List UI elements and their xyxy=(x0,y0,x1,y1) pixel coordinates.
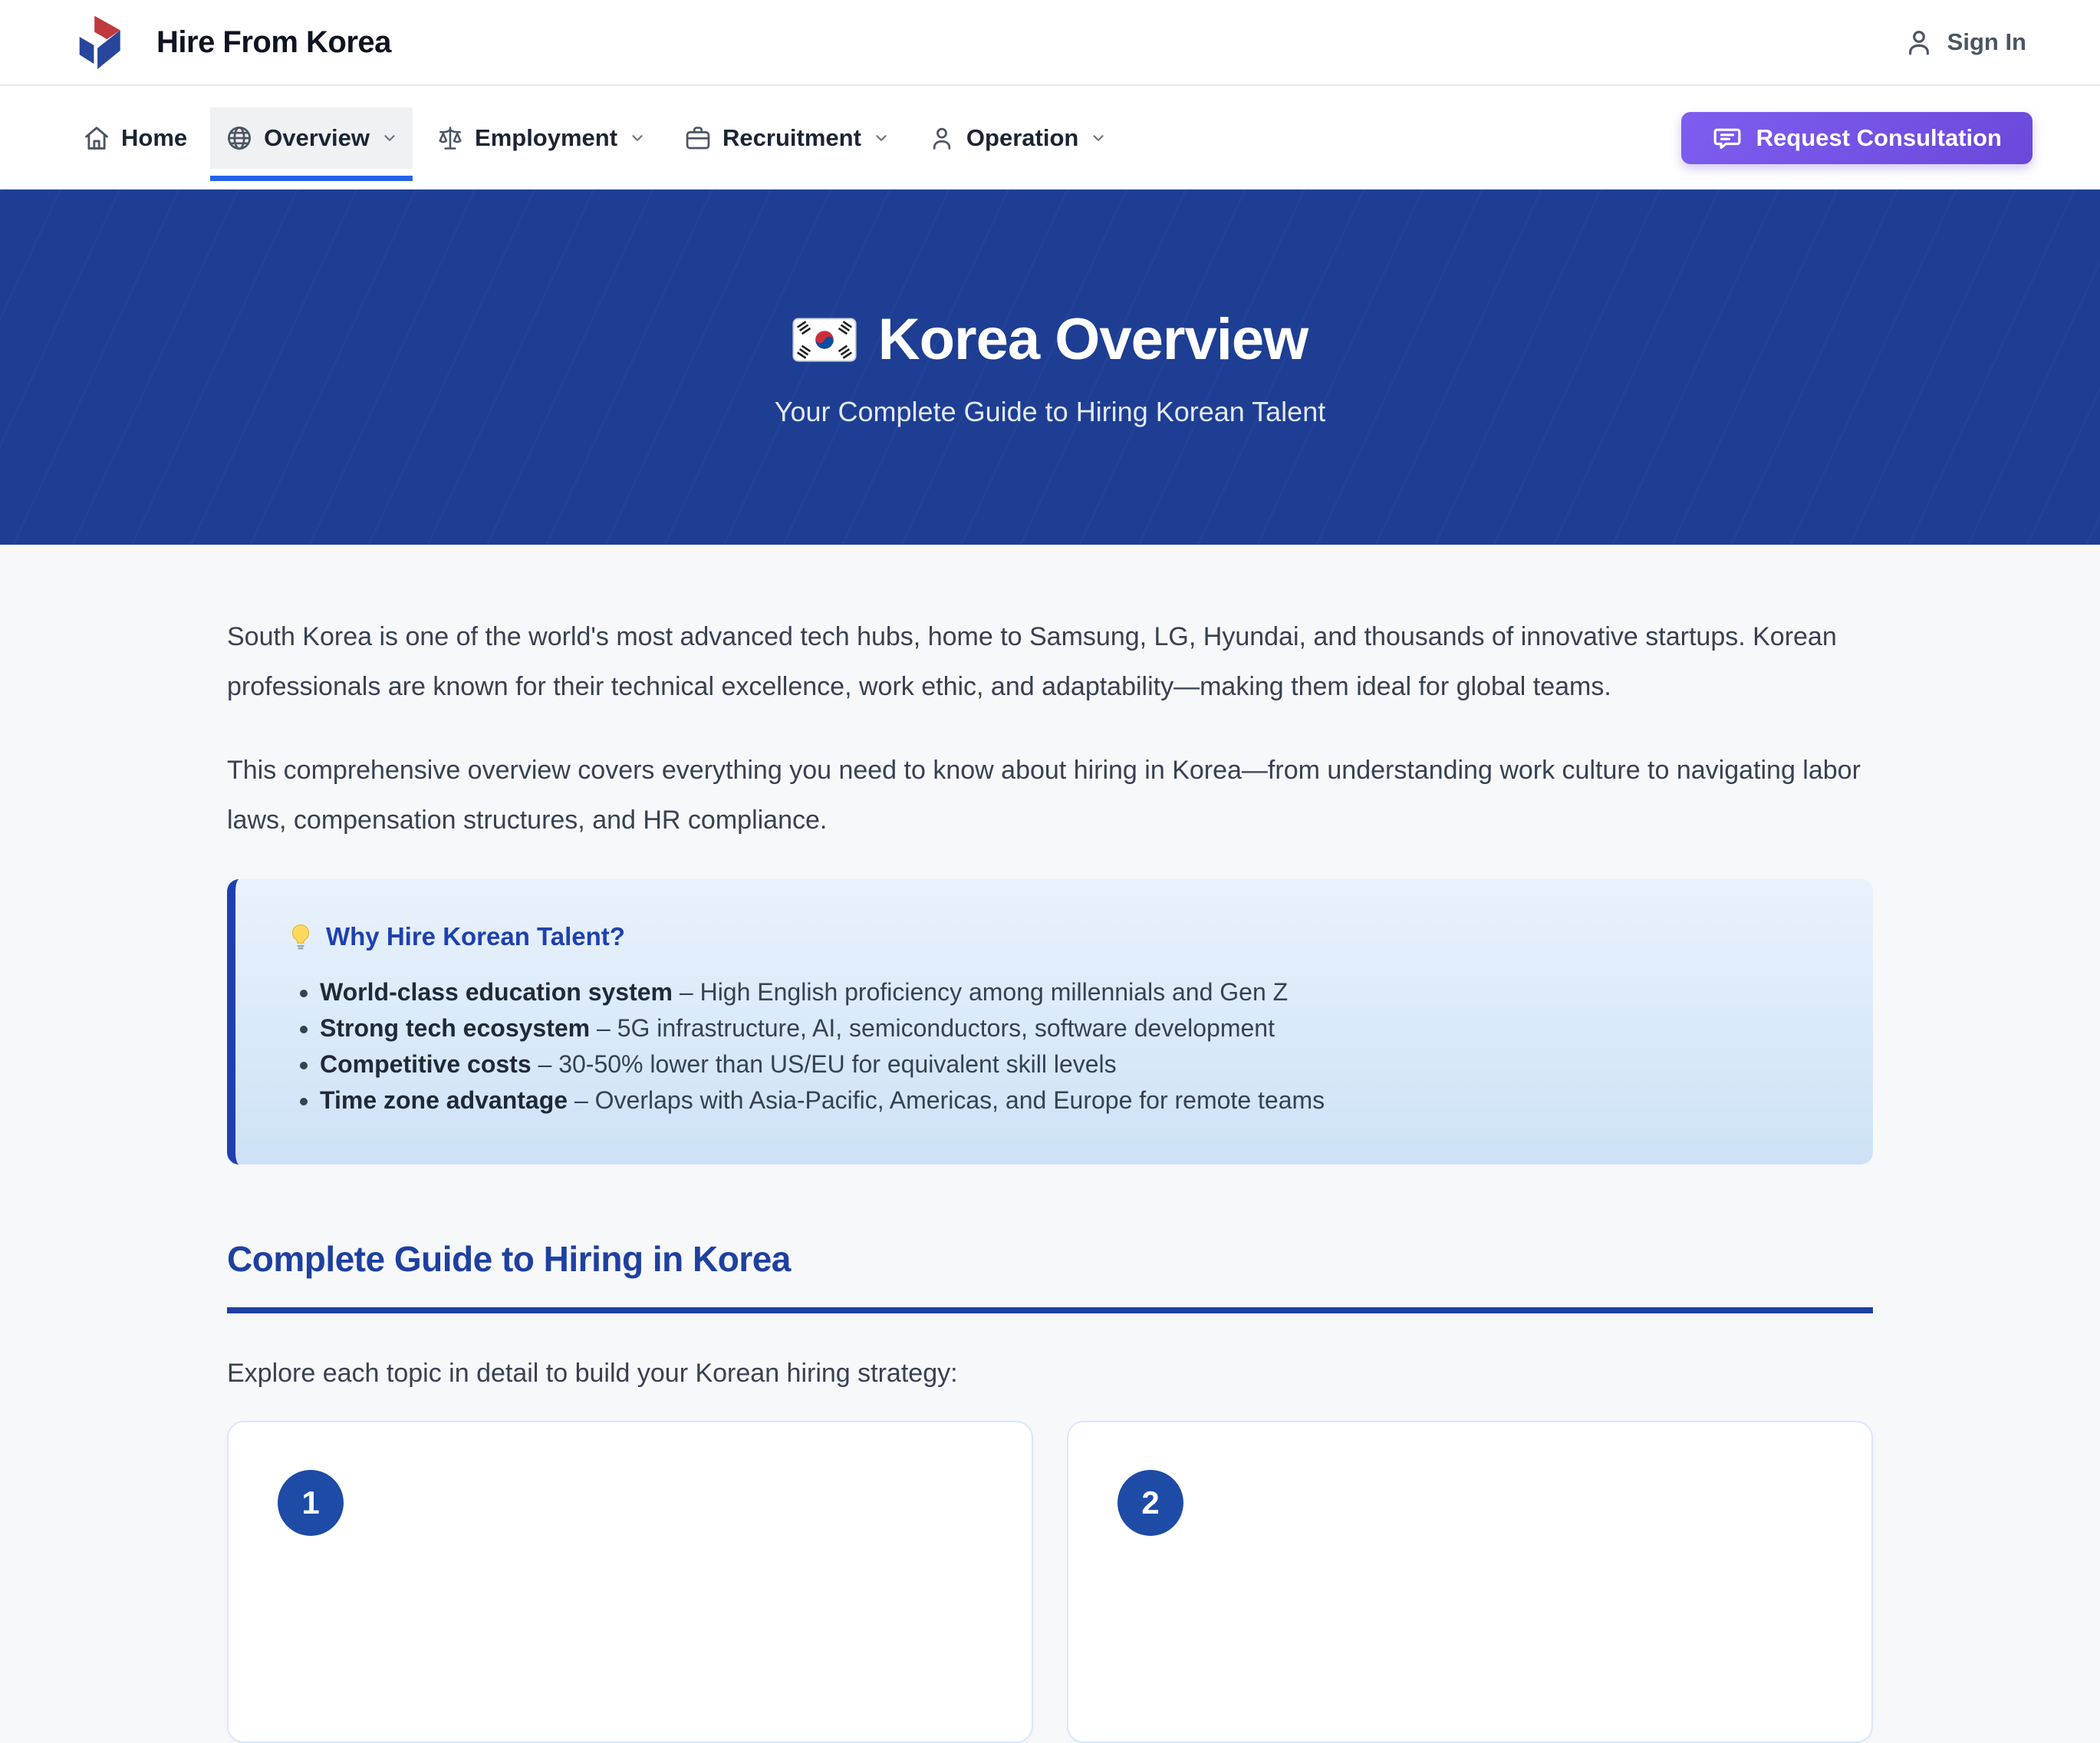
request-consultation-button[interactable] xyxy=(1681,112,2033,164)
callout-list xyxy=(286,976,1819,1116)
chevron-down-icon xyxy=(629,130,646,147)
guide-lead: Explore each topic in detail to build your Korean hiring strategy: xyxy=(227,1359,958,1388)
main-content xyxy=(227,545,1873,1743)
guide-section xyxy=(227,1238,1873,1743)
intro-paragraph-1: South Korea is one of the world's most advanced tech hubs, home to Samsung, LG, Hyundai, and thousands of innovative startups. Korean professionals are known for their technical excellence, work ethic, and adaptability—making them ideal for global teams. xyxy=(227,622,1837,701)
sign-in-button[interactable] xyxy=(1903,26,2026,58)
chevron-down-icon xyxy=(1090,130,1107,147)
person-icon xyxy=(927,124,956,153)
intro-paragraph-2: This comprehensive overview covers everything you need to know about hiring in Korea—from understanding work culture to navigating labor laws, compensation structures, and HR compliance. xyxy=(227,756,1861,835)
card-number-badge: 1 xyxy=(278,1470,344,1536)
callout-title: Why Hire Korean Talent? xyxy=(326,922,625,951)
nav-label: Overview xyxy=(264,124,370,151)
nav-item-employment[interactable] xyxy=(421,107,660,169)
briefcase-icon xyxy=(683,124,713,153)
chat-bubble-icon xyxy=(1712,123,1743,153)
main-nav xyxy=(0,86,2100,189)
request-consultation-label: Request Consultation xyxy=(1756,124,2002,151)
callout-item: • Time zone advantage – Overlaps with Asia-Pacific, Americas, and Europe for remote teams xyxy=(320,1084,1819,1116)
why-hire-callout xyxy=(227,879,1873,1165)
globe-icon xyxy=(225,124,254,153)
nav-item-home[interactable] xyxy=(67,107,202,169)
callout-item: • World-class education system – High English proficiency among millennials and Gen Z xyxy=(320,976,1819,1008)
home-icon xyxy=(82,124,111,153)
guide-card-1[interactable] xyxy=(227,1421,1033,1743)
brand-name: Hire From Korea xyxy=(156,25,391,59)
nav-item-overview[interactable] xyxy=(210,107,413,169)
guide-cards xyxy=(227,1421,1873,1743)
guide-heading: Complete Guide to Hiring in Korea xyxy=(227,1238,1873,1313)
korea-flag-icon xyxy=(792,317,857,363)
page-title: Korea Overview xyxy=(877,307,1308,372)
brand-logo[interactable] xyxy=(74,12,391,72)
callout-item: • Strong tech ecosystem – 5G infrastructure, AI, semiconductors, software development xyxy=(320,1012,1819,1044)
hero-banner xyxy=(0,189,2100,545)
intro-section xyxy=(227,612,1873,845)
guide-card-2[interactable] xyxy=(1067,1421,1873,1743)
nav-label: Employment xyxy=(475,124,618,151)
card-number-badge: 2 xyxy=(1117,1470,1183,1536)
top-bar xyxy=(0,0,2100,86)
scales-icon xyxy=(436,124,465,153)
callout-title-row xyxy=(286,922,1819,951)
brand-logo-icon xyxy=(74,12,138,72)
callout-item: • Competitive costs – 30-50% lower than US/EU for equivalent skill levels xyxy=(320,1048,1819,1080)
nav-item-recruitment[interactable] xyxy=(669,107,904,169)
page-subtitle: Your Complete Guide to Hiring Korean Talent xyxy=(774,396,1326,427)
nav-label: Operation xyxy=(966,124,1079,151)
chevron-down-icon xyxy=(873,130,890,147)
user-icon xyxy=(1903,26,1935,58)
chevron-down-icon xyxy=(381,130,398,147)
lightbulb-icon xyxy=(286,922,315,951)
nav-item-operation[interactable] xyxy=(913,107,1121,169)
nav-label: Recruitment xyxy=(722,124,861,151)
sign-in-label: Sign In xyxy=(1947,28,2026,55)
nav-label: Home xyxy=(121,124,188,151)
